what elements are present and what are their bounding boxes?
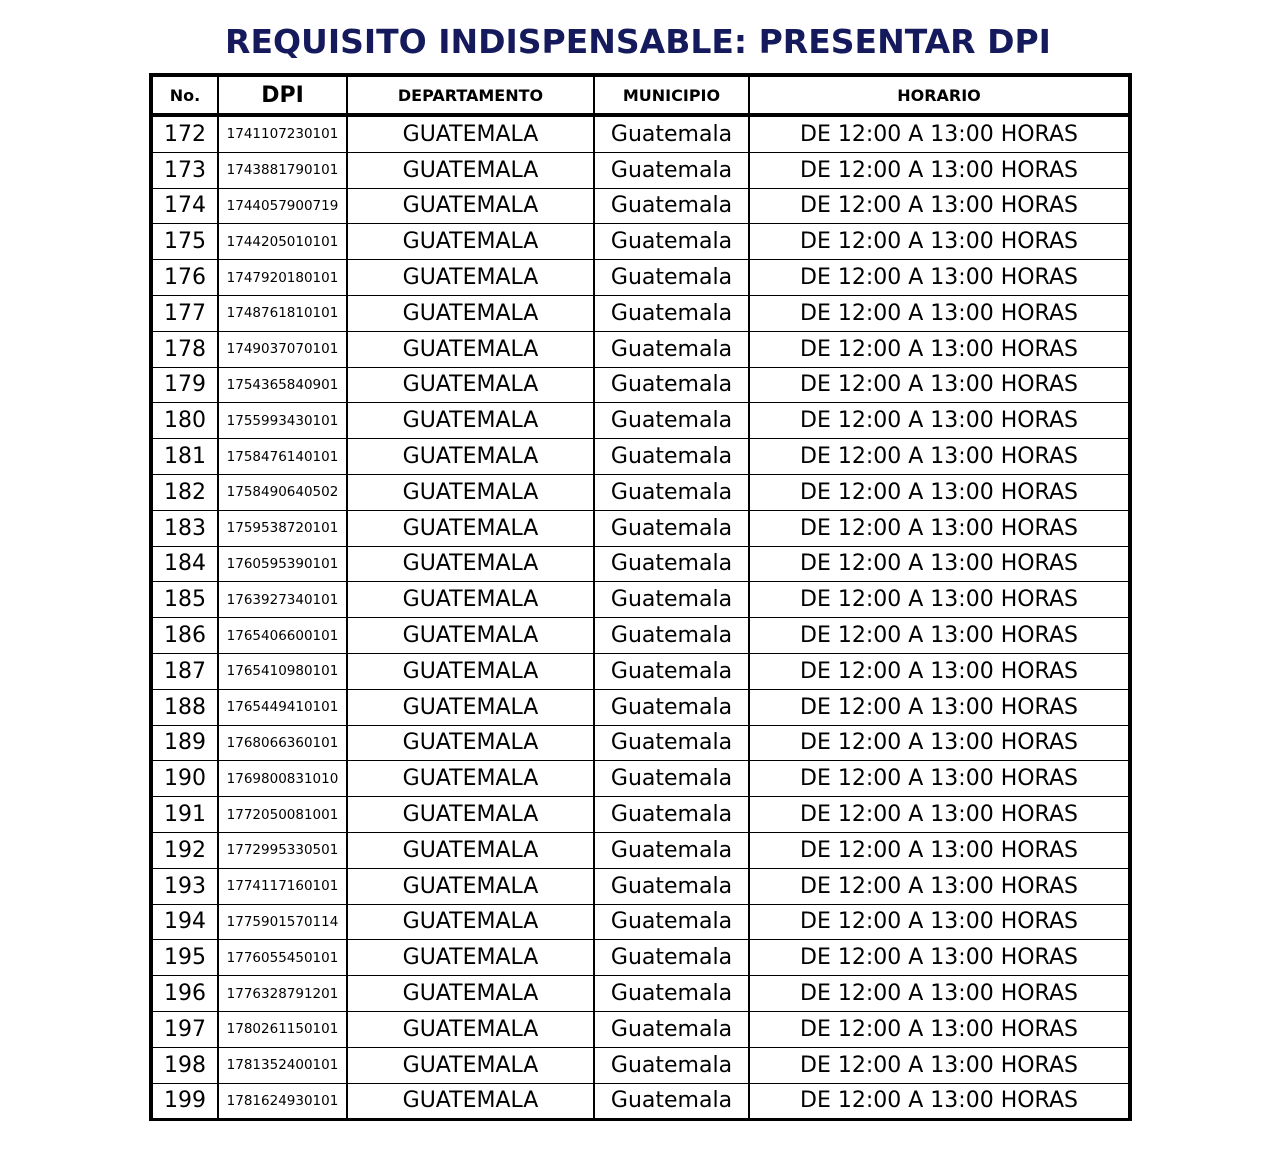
cell-no: 182 (151, 474, 218, 510)
cell-horario: DE 12:00 A 13:00 HORAS (749, 331, 1130, 367)
cell-horario: DE 12:00 A 13:00 HORAS (749, 653, 1130, 689)
table-row (151, 115, 1130, 152)
cell-municipio: Guatemala (594, 725, 749, 761)
table-row (151, 904, 1130, 940)
cell-no: 180 (151, 403, 218, 439)
cell-departamento: GUATEMALA (347, 1047, 594, 1083)
cell-departamento: GUATEMALA (347, 940, 594, 976)
cell-dpi: 1754365840901 (218, 367, 347, 403)
cell-horario: DE 12:00 A 13:00 HORAS (749, 761, 1130, 797)
cell-horario: DE 12:00 A 13:00 HORAS (749, 976, 1130, 1012)
cell-departamento: GUATEMALA (347, 224, 594, 260)
cell-departamento: GUATEMALA (347, 295, 594, 331)
cell-horario: DE 12:00 A 13:00 HORAS (749, 367, 1130, 403)
cell-departamento: GUATEMALA (347, 403, 594, 439)
cell-horario: DE 12:00 A 13:00 HORAS (749, 439, 1130, 475)
cell-dpi: 1780261150101 (218, 1011, 347, 1047)
header-no: No. (151, 75, 218, 115)
cell-municipio: Guatemala (594, 403, 749, 439)
cell-horario: DE 12:00 A 13:00 HORAS (749, 152, 1130, 188)
table-row (151, 653, 1130, 689)
cell-no: 179 (151, 367, 218, 403)
table-row (151, 1011, 1130, 1047)
cell-municipio: Guatemala (594, 331, 749, 367)
cell-no: 176 (151, 260, 218, 296)
cell-horario: DE 12:00 A 13:00 HORAS (749, 546, 1130, 582)
cell-dpi: 1776328791201 (218, 976, 347, 1012)
cell-departamento: GUATEMALA (347, 152, 594, 188)
cell-municipio: Guatemala (594, 367, 749, 403)
cell-departamento: GUATEMALA (347, 474, 594, 510)
cell-dpi: 1759538720101 (218, 510, 347, 546)
cell-horario: DE 12:00 A 13:00 HORAS (749, 295, 1130, 331)
cell-horario: DE 12:00 A 13:00 HORAS (749, 1047, 1130, 1083)
cell-municipio: Guatemala (594, 510, 749, 546)
cell-municipio: Guatemala (594, 653, 749, 689)
cell-municipio: Guatemala (594, 474, 749, 510)
header-departamento: DEPARTAMENTO (347, 75, 594, 115)
table-row (151, 582, 1130, 618)
cell-departamento: GUATEMALA (347, 439, 594, 475)
cell-horario: DE 12:00 A 13:00 HORAS (749, 474, 1130, 510)
cell-horario: DE 12:00 A 13:00 HORAS (749, 868, 1130, 904)
cell-horario: DE 12:00 A 13:00 HORAS (749, 832, 1130, 868)
cell-no: 183 (151, 510, 218, 546)
cell-dpi: 1775901570114 (218, 904, 347, 940)
cell-dpi: 1743881790101 (218, 152, 347, 188)
table-header-row (151, 75, 1130, 115)
cell-dpi: 1765449410101 (218, 689, 347, 725)
table-row (151, 868, 1130, 904)
cell-municipio: Guatemala (594, 761, 749, 797)
table-row (151, 1083, 1130, 1120)
cell-departamento: GUATEMALA (347, 976, 594, 1012)
table-row (151, 725, 1130, 761)
cell-municipio: Guatemala (594, 115, 749, 152)
cell-dpi: 1772050081001 (218, 797, 347, 833)
cell-departamento: GUATEMALA (347, 725, 594, 761)
table-row (151, 367, 1130, 403)
cell-dpi: 1741107230101 (218, 115, 347, 152)
cell-horario: DE 12:00 A 13:00 HORAS (749, 940, 1130, 976)
cell-departamento: GUATEMALA (347, 761, 594, 797)
cell-municipio: Guatemala (594, 1047, 749, 1083)
cell-municipio: Guatemala (594, 868, 749, 904)
table-row (151, 797, 1130, 833)
cell-no: 181 (151, 439, 218, 475)
cell-dpi: 1763927340101 (218, 582, 347, 618)
cell-municipio: Guatemala (594, 224, 749, 260)
header-municipio: MUNICIPIO (594, 75, 749, 115)
cell-departamento: GUATEMALA (347, 188, 594, 224)
cell-no: 197 (151, 1011, 218, 1047)
cell-departamento: GUATEMALA (347, 1011, 594, 1047)
cell-municipio: Guatemala (594, 940, 749, 976)
header-dpi: DPI (218, 75, 347, 115)
cell-dpi: 1760595390101 (218, 546, 347, 582)
cell-no: 196 (151, 976, 218, 1012)
dpi-schedule-table (149, 73, 1132, 1121)
cell-horario: DE 12:00 A 13:00 HORAS (749, 224, 1130, 260)
cell-no: 186 (151, 618, 218, 654)
cell-no: 174 (151, 188, 218, 224)
cell-horario: DE 12:00 A 13:00 HORAS (749, 725, 1130, 761)
cell-no: 192 (151, 832, 218, 868)
header-horario: HORARIO (749, 75, 1130, 115)
cell-dpi: 1781352400101 (218, 1047, 347, 1083)
cell-no: 195 (151, 940, 218, 976)
cell-no: 184 (151, 546, 218, 582)
cell-no: 191 (151, 797, 218, 833)
cell-municipio: Guatemala (594, 904, 749, 940)
cell-municipio: Guatemala (594, 188, 749, 224)
cell-horario: DE 12:00 A 13:00 HORAS (749, 582, 1130, 618)
table-row (151, 618, 1130, 654)
cell-horario: DE 12:00 A 13:00 HORAS (749, 115, 1130, 152)
table-row (151, 976, 1130, 1012)
cell-horario: DE 12:00 A 13:00 HORAS (749, 1011, 1130, 1047)
table-row (151, 546, 1130, 582)
cell-municipio: Guatemala (594, 260, 749, 296)
cell-departamento: GUATEMALA (347, 582, 594, 618)
cell-departamento: GUATEMALA (347, 868, 594, 904)
table-row (151, 474, 1130, 510)
table-row (151, 510, 1130, 546)
cell-departamento: GUATEMALA (347, 689, 594, 725)
cell-departamento: GUATEMALA (347, 260, 594, 296)
cell-municipio: Guatemala (594, 797, 749, 833)
cell-municipio: Guatemala (594, 618, 749, 654)
cell-municipio: Guatemala (594, 976, 749, 1012)
table-row (151, 940, 1130, 976)
cell-municipio: Guatemala (594, 546, 749, 582)
cell-no: 177 (151, 295, 218, 331)
cell-dpi: 1758490640502 (218, 474, 347, 510)
cell-dpi: 1765406600101 (218, 618, 347, 654)
cell-dpi: 1758476140101 (218, 439, 347, 475)
cell-horario: DE 12:00 A 13:00 HORAS (749, 904, 1130, 940)
cell-dpi: 1744205010101 (218, 224, 347, 260)
cell-horario: DE 12:00 A 13:00 HORAS (749, 1083, 1130, 1120)
cell-dpi: 1774117160101 (218, 868, 347, 904)
table-row (151, 439, 1130, 475)
cell-horario: DE 12:00 A 13:00 HORAS (749, 689, 1130, 725)
cell-dpi: 1776055450101 (218, 940, 347, 976)
table-row (151, 152, 1130, 188)
cell-departamento: GUATEMALA (347, 618, 594, 654)
table-row (151, 832, 1130, 868)
cell-departamento: GUATEMALA (347, 367, 594, 403)
cell-horario: DE 12:00 A 13:00 HORAS (749, 403, 1130, 439)
cell-no: 188 (151, 689, 218, 725)
cell-dpi: 1781624930101 (218, 1083, 347, 1120)
table-row (151, 403, 1130, 439)
cell-no: 198 (151, 1047, 218, 1083)
table-row (151, 188, 1130, 224)
cell-municipio: Guatemala (594, 152, 749, 188)
page-title: REQUISITO INDISPENSABLE: PRESENTAR DPI (225, 22, 1051, 61)
cell-departamento: GUATEMALA (347, 797, 594, 833)
cell-no: 189 (151, 725, 218, 761)
cell-departamento: GUATEMALA (347, 904, 594, 940)
table-row (151, 260, 1130, 296)
cell-dpi: 1769800831010 (218, 761, 347, 797)
cell-departamento: GUATEMALA (347, 546, 594, 582)
cell-horario: DE 12:00 A 13:00 HORAS (749, 510, 1130, 546)
cell-no: 185 (151, 582, 218, 618)
cell-no: 172 (151, 115, 218, 152)
cell-horario: DE 12:00 A 13:00 HORAS (749, 618, 1130, 654)
cell-municipio: Guatemala (594, 582, 749, 618)
table-row (151, 1047, 1130, 1083)
cell-dpi: 1744057900719 (218, 188, 347, 224)
cell-departamento: GUATEMALA (347, 510, 594, 546)
table-row (151, 689, 1130, 725)
cell-horario: DE 12:00 A 13:00 HORAS (749, 260, 1130, 296)
cell-dpi: 1748761810101 (218, 295, 347, 331)
cell-departamento: GUATEMALA (347, 331, 594, 367)
cell-dpi: 1755993430101 (218, 403, 347, 439)
cell-municipio: Guatemala (594, 295, 749, 331)
cell-horario: DE 12:00 A 13:00 HORAS (749, 188, 1130, 224)
cell-horario: DE 12:00 A 13:00 HORAS (749, 797, 1130, 833)
cell-municipio: Guatemala (594, 689, 749, 725)
cell-municipio: Guatemala (594, 439, 749, 475)
cell-departamento: GUATEMALA (347, 653, 594, 689)
table-row (151, 761, 1130, 797)
cell-municipio: Guatemala (594, 1011, 749, 1047)
cell-departamento: GUATEMALA (347, 115, 594, 152)
cell-dpi: 1749037070101 (218, 331, 347, 367)
cell-departamento: GUATEMALA (347, 832, 594, 868)
cell-no: 175 (151, 224, 218, 260)
cell-municipio: Guatemala (594, 1083, 749, 1120)
cell-departamento: GUATEMALA (347, 1083, 594, 1120)
cell-municipio: Guatemala (594, 832, 749, 868)
cell-no: 193 (151, 868, 218, 904)
table-row (151, 295, 1130, 331)
cell-dpi: 1747920180101 (218, 260, 347, 296)
cell-no: 173 (151, 152, 218, 188)
cell-no: 199 (151, 1083, 218, 1120)
table-body (151, 115, 1130, 1120)
cell-no: 187 (151, 653, 218, 689)
cell-dpi: 1768066360101 (218, 725, 347, 761)
cell-dpi: 1772995330501 (218, 832, 347, 868)
cell-no: 178 (151, 331, 218, 367)
table-row (151, 224, 1130, 260)
cell-dpi: 1765410980101 (218, 653, 347, 689)
cell-no: 194 (151, 904, 218, 940)
table-row (151, 331, 1130, 367)
cell-no: 190 (151, 761, 218, 797)
